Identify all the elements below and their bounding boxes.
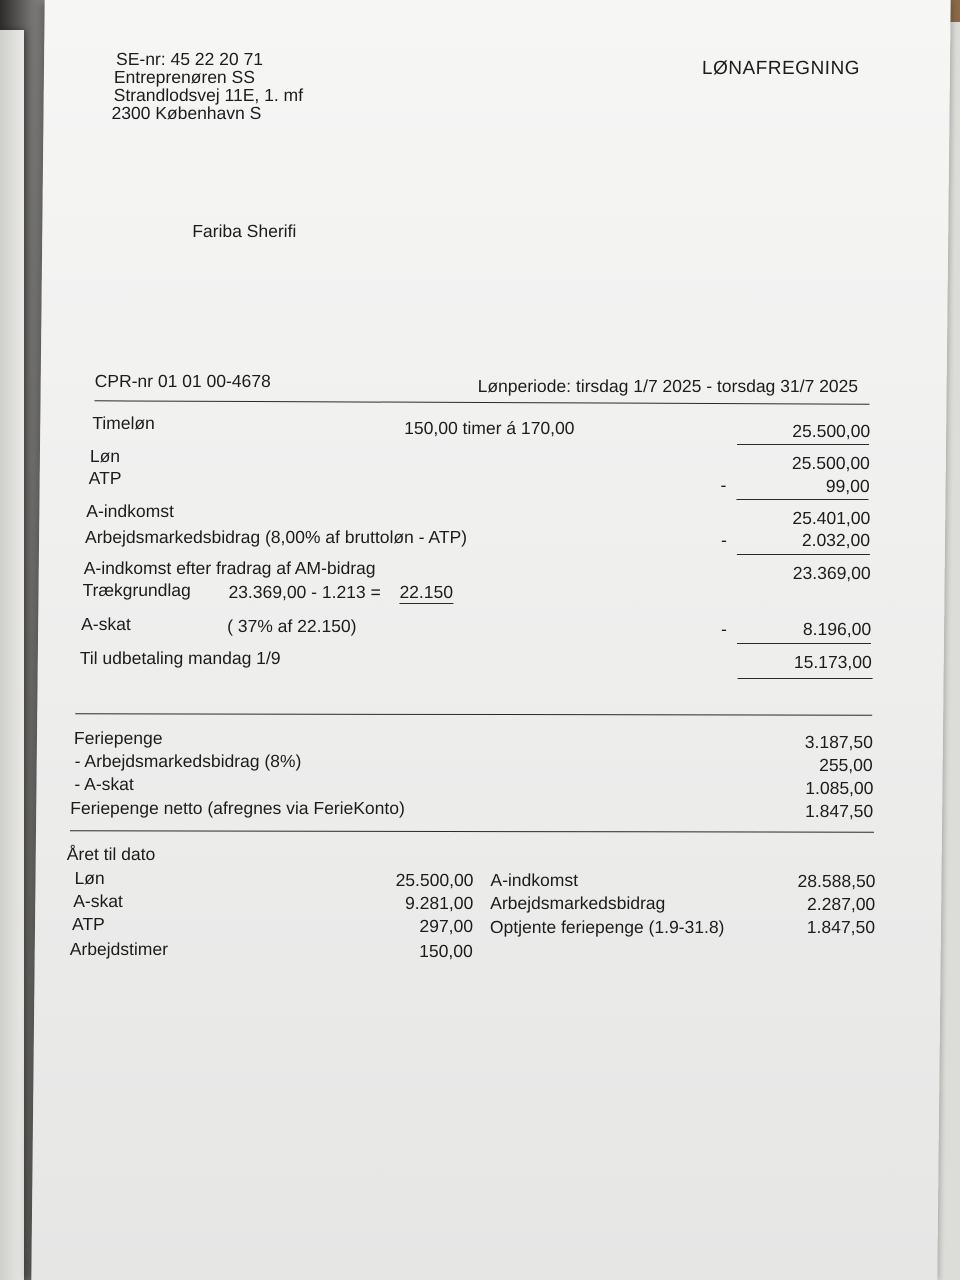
feriepenge-askat-amount: 1.085,00 [805, 778, 874, 798]
ytd-left-value: 150,00 [419, 941, 473, 961]
traek-calculation: 23.369,00 - 1.213 = [228, 582, 381, 602]
am-bidrag-minus: - [720, 530, 727, 550]
am-bidrag-label: Arbejdsmarkedsbidrag (8,00% af bruttoløn - ATP) [84, 527, 468, 547]
aindkomst-label: A-indkomst [86, 501, 174, 521]
subtotal-line [737, 554, 870, 555]
after-am-label: A-indkomst efter fradrag af AM-bidrag [83, 558, 376, 578]
feriepenge-net-amount: 1.847,50 [804, 801, 874, 821]
ytd-title: Året til dato [66, 844, 156, 864]
company-city: 2300 København S [111, 103, 262, 123]
after-am-amount: 23.369,00 [792, 563, 871, 583]
cpr-number: CPR-nr 01 01 00-4678 [94, 371, 271, 391]
feriepenge-askat-label: - A-skat [74, 774, 134, 794]
askat-label: A-skat [81, 614, 131, 634]
total-line [738, 678, 873, 679]
feriepenge-amount: 3.187,50 [804, 732, 874, 752]
atp-label: ATP [88, 468, 122, 488]
feriepenge-label: Feriepenge [73, 728, 163, 748]
company-se-nr: SE-nr: 45 22 20 71 [115, 49, 264, 69]
ytd-left-label: A-skat [73, 891, 123, 911]
atp-minus: - [720, 475, 727, 495]
timeloen-label: Timeløn [92, 413, 155, 433]
feriepenge-am-amount: 255,00 [819, 755, 873, 775]
ytd-right-value: 2.287,00 [807, 894, 876, 914]
feriepenge-net-label: Feriepenge netto (afregnes via FerieKonto) [70, 798, 405, 818]
ytd-left-value: 25.500,00 [395, 870, 474, 890]
subtotal-line [736, 499, 868, 500]
ytd-right-label: A-indkomst [490, 870, 579, 890]
ytd-right-label: Arbejdsmarkedsbidrag [490, 893, 666, 913]
payout-amount: 15.173,00 [793, 652, 872, 672]
timeloen-detail: 150,00 timer á 170,00 [404, 418, 575, 438]
askat-amount: 8.196,00 [802, 619, 872, 639]
ytd-right-value: 1.847,50 [806, 917, 876, 937]
background-sheet [0, 30, 24, 1280]
document-title: LØNAFREGNING [701, 58, 861, 79]
employee-name: Fariba Sherifi [192, 221, 297, 241]
loen-amount: 25.500,00 [791, 453, 870, 473]
feriepenge-am-label: - Arbejdsmarkedsbidrag (8%) [74, 751, 302, 771]
askat-detail: ( 37% af 22.150) [227, 616, 357, 636]
ytd-left-label: Arbejdstimer [69, 939, 169, 959]
company-name: Entreprenøren SS [113, 67, 256, 87]
divider [70, 830, 874, 832]
timeloen-amount: 25.500,00 [792, 421, 871, 441]
askat-minus: - [721, 619, 728, 639]
ytd-right-value: 28.588,50 [797, 871, 876, 891]
am-bidrag-amount: 2.032,00 [801, 530, 871, 550]
aindkomst-amount: 25.401,00 [792, 508, 871, 528]
ytd-right-label: Optjente feriepenge (1.9-31.8) [489, 917, 725, 937]
loen-label: Løn [89, 446, 121, 466]
ytd-left-label: ATP [71, 914, 105, 934]
traek-label: Trækgrundlag [82, 580, 191, 600]
atp-amount: 99,00 [825, 476, 870, 496]
divider [75, 713, 872, 715]
ytd-left-value: 297,00 [419, 916, 474, 936]
payslip-paper [31, 0, 950, 1280]
ytd-left-value: 9.281,00 [405, 893, 474, 913]
subtotal-line [737, 643, 871, 644]
payout-label: Til udbetaling mandag 1/9 [79, 648, 281, 668]
pay-period: Lønperiode: tirsdag 1/7 2025 - torsdag 31/7 2025 [477, 376, 859, 396]
divider [95, 400, 870, 404]
company-street: Strandlodsvej 11E, 1. mf [113, 85, 304, 105]
subtotal-line [737, 444, 869, 445]
ytd-left-label: Løn [74, 868, 105, 888]
traek-result: 22.150 [399, 582, 454, 602]
